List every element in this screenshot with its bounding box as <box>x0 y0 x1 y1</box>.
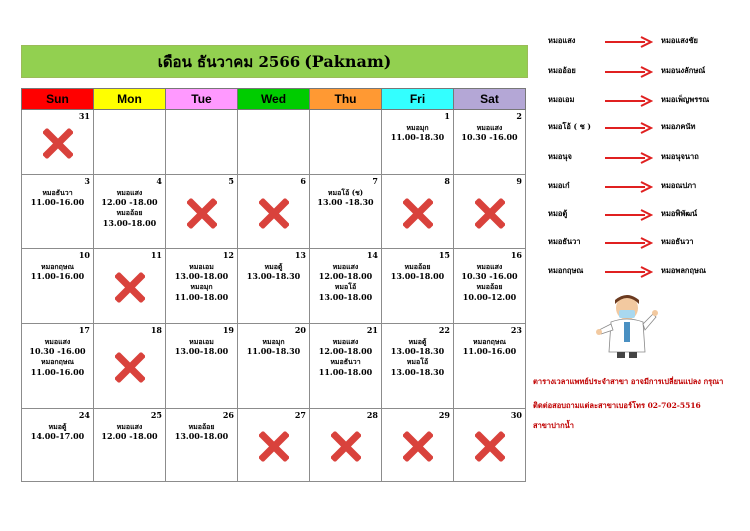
doctor-name: หมอแสง <box>332 262 359 271</box>
calendar-day-cell <box>310 175 382 249</box>
shift-time: 13.00-18.30 <box>246 271 301 282</box>
day-number: 26 <box>222 410 234 420</box>
calendar-day-cell <box>454 409 526 482</box>
day-number: 25 <box>150 410 162 420</box>
calendar-day-cell <box>94 249 166 324</box>
legend-short-name: หมอนุจ <box>548 152 572 161</box>
closed-x-icon <box>115 273 145 303</box>
calendar-day-cell <box>166 110 238 175</box>
calendar-title <box>21 45 528 78</box>
shift-time: 11.00-18.30 <box>390 132 445 143</box>
closed-x-icon <box>331 432 361 462</box>
shift-time: 12.00-18.00 <box>318 346 373 357</box>
doctor-name: หมอโอ้ <box>334 282 357 292</box>
calendar-day-cell <box>454 110 526 175</box>
calendar-day-cell <box>382 110 454 175</box>
legend-short-name: หมอกฤษณ <box>548 266 584 275</box>
arrow-right-icon <box>603 93 653 107</box>
shift-time: 10.00-12.00 <box>462 291 517 302</box>
shift-time: 13.00-18.00 <box>174 431 229 442</box>
calendar-day-cell <box>238 324 310 409</box>
closed-x-icon <box>187 198 217 228</box>
shift-time: 10.30 -16.00 <box>29 346 86 357</box>
doctor-name: หมอธันวา <box>42 188 73 197</box>
doctor-cartoon-image <box>593 292 661 360</box>
calendar-day-cell <box>166 175 238 249</box>
legend-row <box>548 179 728 193</box>
shift-time: 11.00-16.00 <box>30 197 85 208</box>
day-number: 22 <box>438 325 450 335</box>
shift-time: 11.00-18.00 <box>174 291 229 302</box>
doctor-name: หมอมุก <box>190 282 213 292</box>
arrow-right-icon <box>603 150 653 164</box>
legend-full-name: หมอนงลักษณ์ <box>661 66 706 75</box>
shift-time: 11.00-16.00 <box>30 366 85 377</box>
closed-x-icon <box>259 198 289 228</box>
day-number: 16 <box>510 250 522 260</box>
day-number: 3 <box>84 176 90 186</box>
doctor-name: หมอกฤษณ <box>40 357 75 367</box>
arrow-right-icon <box>603 120 653 134</box>
calendar-day-cell <box>22 324 94 409</box>
closed-x-icon <box>115 353 145 383</box>
legend-short-name: หมอตู้ <box>548 209 568 218</box>
day-number: 29 <box>438 410 450 420</box>
day-number: 27 <box>294 410 306 420</box>
calendar-day-cell <box>238 110 310 175</box>
doctor-schedule <box>94 175 165 228</box>
calendar-day-cell <box>310 409 382 482</box>
calendar-day-cell <box>94 110 166 175</box>
calendar-day-cell <box>166 249 238 324</box>
day-number: 6 <box>300 176 306 186</box>
legend-full-name: หมอเพ็ญพรรณ <box>661 95 710 104</box>
legend-full-name: หมอณปภา <box>661 181 697 190</box>
closed-x-icon <box>259 432 289 462</box>
shift-time: 13.00-18.30 <box>390 366 445 377</box>
day-number: 9 <box>516 176 522 186</box>
day-number: 20 <box>294 325 306 335</box>
calendar-day-cell <box>238 175 310 249</box>
legend-short-name: หมอธันวา <box>548 237 581 246</box>
doctor-name: หมอแสง <box>332 337 359 346</box>
shift-time: 10.30 -16.00 <box>461 271 518 282</box>
doctor-name: หมอตู้ <box>408 337 427 346</box>
doctor-name: หมออ้อย <box>404 262 431 271</box>
weekday-header-sat: Sat <box>454 89 526 110</box>
doctor-name: หมอแสง <box>116 188 143 197</box>
legend-short-name: หมอโอ้ ( ช ) <box>548 122 591 131</box>
calendar-table <box>21 88 526 482</box>
calendar-day-cell <box>382 249 454 324</box>
day-number: 18 <box>150 325 162 335</box>
legend-row <box>548 64 728 78</box>
shift-time: 11.00-18.30 <box>246 346 301 357</box>
calendar-day-cell <box>22 409 94 482</box>
legend-full-name: หมอแสงชัย <box>661 36 698 45</box>
shift-time: 11.00-16.00 <box>462 346 517 357</box>
doctor-name: หมอกฤษณ <box>40 262 75 271</box>
doctor-name: หมอแสง <box>476 123 503 132</box>
calendar-day-cell <box>310 110 382 175</box>
weekday-header-mon: Mon <box>94 89 166 110</box>
arrow-right-icon <box>603 64 653 78</box>
doctor-name: หมอมุก <box>262 337 285 346</box>
calendar-day-cell <box>454 324 526 409</box>
shift-time: 13.00-18.00 <box>174 271 229 282</box>
calendar-week-row <box>22 110 526 175</box>
shift-time: 13.00 -18.30 <box>317 197 374 208</box>
legend-row <box>548 93 728 107</box>
closed-x-icon <box>475 198 505 228</box>
weekday-header-thu: Thu <box>310 89 382 110</box>
legend-short-name: หมอแสง <box>548 36 576 45</box>
calendar-day-cell <box>310 249 382 324</box>
shift-time: 11.00-18.00 <box>318 366 373 377</box>
calendar-day-cell <box>238 249 310 324</box>
day-number: 11 <box>150 250 162 260</box>
legend-short-name: หมออ้อย <box>548 66 576 75</box>
closed-x-icon <box>475 432 505 462</box>
day-number: 30 <box>510 410 522 420</box>
weekday-header-fri: Fri <box>382 89 454 110</box>
doctor-name: หมออ้อย <box>476 282 503 292</box>
doctor-name: หมอโอ้ (ช) <box>327 188 364 197</box>
calendar-day-cell <box>382 409 454 482</box>
day-number: 19 <box>222 325 234 335</box>
calendar-day-cell <box>382 175 454 249</box>
weekday-header-tue: Tue <box>166 89 238 110</box>
calendar-day-cell <box>166 324 238 409</box>
doctor-name: หมออ้อย <box>188 422 215 431</box>
arrow-right-icon <box>603 235 653 249</box>
legend-full-name: หมอธันวา <box>661 237 694 246</box>
day-number: 8 <box>444 176 450 186</box>
calendar-day-cell <box>94 175 166 249</box>
weekday-header-wed: Wed <box>238 89 310 110</box>
day-number: 17 <box>78 325 90 335</box>
legend-row <box>548 34 728 48</box>
doctor-name: หมอแสง <box>116 422 143 431</box>
doctor-name: หมอแสง <box>44 337 71 346</box>
shift-time: 13.00-18.30 <box>390 346 445 357</box>
doctor-schedule <box>22 175 93 208</box>
legend-full-name: หมอภคนัท <box>661 122 696 131</box>
shift-time: 14.00-17.00 <box>30 431 85 442</box>
day-number: 15 <box>438 250 450 260</box>
note-line-3: สาขาปากน้ำ <box>533 421 574 430</box>
arrow-right-icon <box>603 207 653 221</box>
day-number: 23 <box>510 325 522 335</box>
weekday-header-row <box>22 89 526 110</box>
day-number: 21 <box>366 325 378 335</box>
day-number: 28 <box>366 410 378 420</box>
shift-time: 13.00-18.00 <box>390 271 445 282</box>
note-line-1: ตารางเวลาแพทย์ประจำสาขา อาจมีการเปลี่ยนแปลง กรุณา <box>533 377 724 386</box>
legend-row <box>548 235 728 249</box>
shift-time: 12.00 -18.00 <box>101 197 158 208</box>
doctor-name: หมอตู้ <box>264 262 283 271</box>
doctor-name: หมอเอม <box>189 337 214 346</box>
legend-full-name: หมอพลกฤษณ <box>661 266 706 275</box>
shift-time: 13.00-18.00 <box>174 346 229 357</box>
note-line-2: ติดต่อสอบถามแต่ละสาขาเบอร์โทร 02-702-5516 <box>533 401 701 410</box>
calendar-day-cell <box>94 409 166 482</box>
doctor-name: หมออ้อย <box>116 208 143 218</box>
title-thai: เดือน ธันวาคม 2566 <box>157 52 301 71</box>
doctor-name: หมอโอ้ <box>406 357 429 367</box>
day-number: 1 <box>444 111 450 121</box>
legend-row <box>548 150 728 164</box>
doctor-schedule <box>454 110 525 143</box>
legend-short-name: หมอเก๋ <box>548 181 570 190</box>
calendar-day-cell <box>94 324 166 409</box>
shift-time: 12.00 -18.00 <box>101 431 158 442</box>
day-number: 7 <box>372 176 378 186</box>
calendar-day-cell <box>454 175 526 249</box>
calendar-day-cell <box>382 324 454 409</box>
calendar-day-cell <box>310 324 382 409</box>
doctor-name: หมอกฤษณ <box>472 337 507 346</box>
legend-full-name: หมอนุจนาถ <box>661 152 699 161</box>
doctor-name: หมอธันวา <box>330 357 361 367</box>
arrow-right-icon <box>603 264 653 278</box>
closed-x-icon <box>403 198 433 228</box>
calendar-day-cell <box>22 110 94 175</box>
shift-time: 13.00-18.00 <box>318 291 373 302</box>
doctor-name: หมอเอม <box>189 262 214 271</box>
day-number: 2 <box>516 111 522 121</box>
calendar-week-row <box>22 324 526 409</box>
legend-row <box>548 120 728 134</box>
shift-time: 10.30 -16.00 <box>461 132 518 143</box>
calendar-day-cell <box>238 409 310 482</box>
legend-full-name: หมอพิพัฒน์ <box>661 209 698 218</box>
shift-time: 13.00-18.00 <box>102 217 157 228</box>
doctor-name: หมอมุก <box>406 123 429 132</box>
day-number: 31 <box>78 111 90 121</box>
shift-time: 12.00-18.00 <box>318 271 373 282</box>
legend-row <box>548 264 728 278</box>
weekday-header-sun: Sun <box>22 89 94 110</box>
day-number: 4 <box>156 176 162 186</box>
calendar-week-row <box>22 249 526 324</box>
doctor-name: หมอตู้ <box>48 422 67 431</box>
closed-x-icon <box>43 129 73 159</box>
calendar-week-row <box>22 175 526 249</box>
legend-row <box>548 207 728 221</box>
calendar-week-row <box>22 409 526 482</box>
day-number: 5 <box>228 176 234 186</box>
day-number: 12 <box>222 250 234 260</box>
day-number: 10 <box>78 250 90 260</box>
arrow-right-icon <box>603 179 653 193</box>
day-number: 14 <box>366 250 378 260</box>
calendar-day-cell <box>22 175 94 249</box>
calendar-day-cell <box>22 249 94 324</box>
doctor-schedule <box>310 175 381 208</box>
calendar-body <box>22 110 526 482</box>
title-branch: (Paknam) <box>304 52 392 71</box>
shift-time: 11.00-16.00 <box>30 271 85 282</box>
doctor-schedule <box>382 110 453 143</box>
doctor-name: หมอแสง <box>476 262 503 271</box>
closed-x-icon <box>403 432 433 462</box>
day-number: 13 <box>294 250 306 260</box>
arrow-right-icon <box>603 34 653 48</box>
calendar-day-cell <box>166 409 238 482</box>
calendar-day-cell <box>454 249 526 324</box>
day-number: 24 <box>78 410 90 420</box>
legend-short-name: หมอเอม <box>548 95 575 104</box>
